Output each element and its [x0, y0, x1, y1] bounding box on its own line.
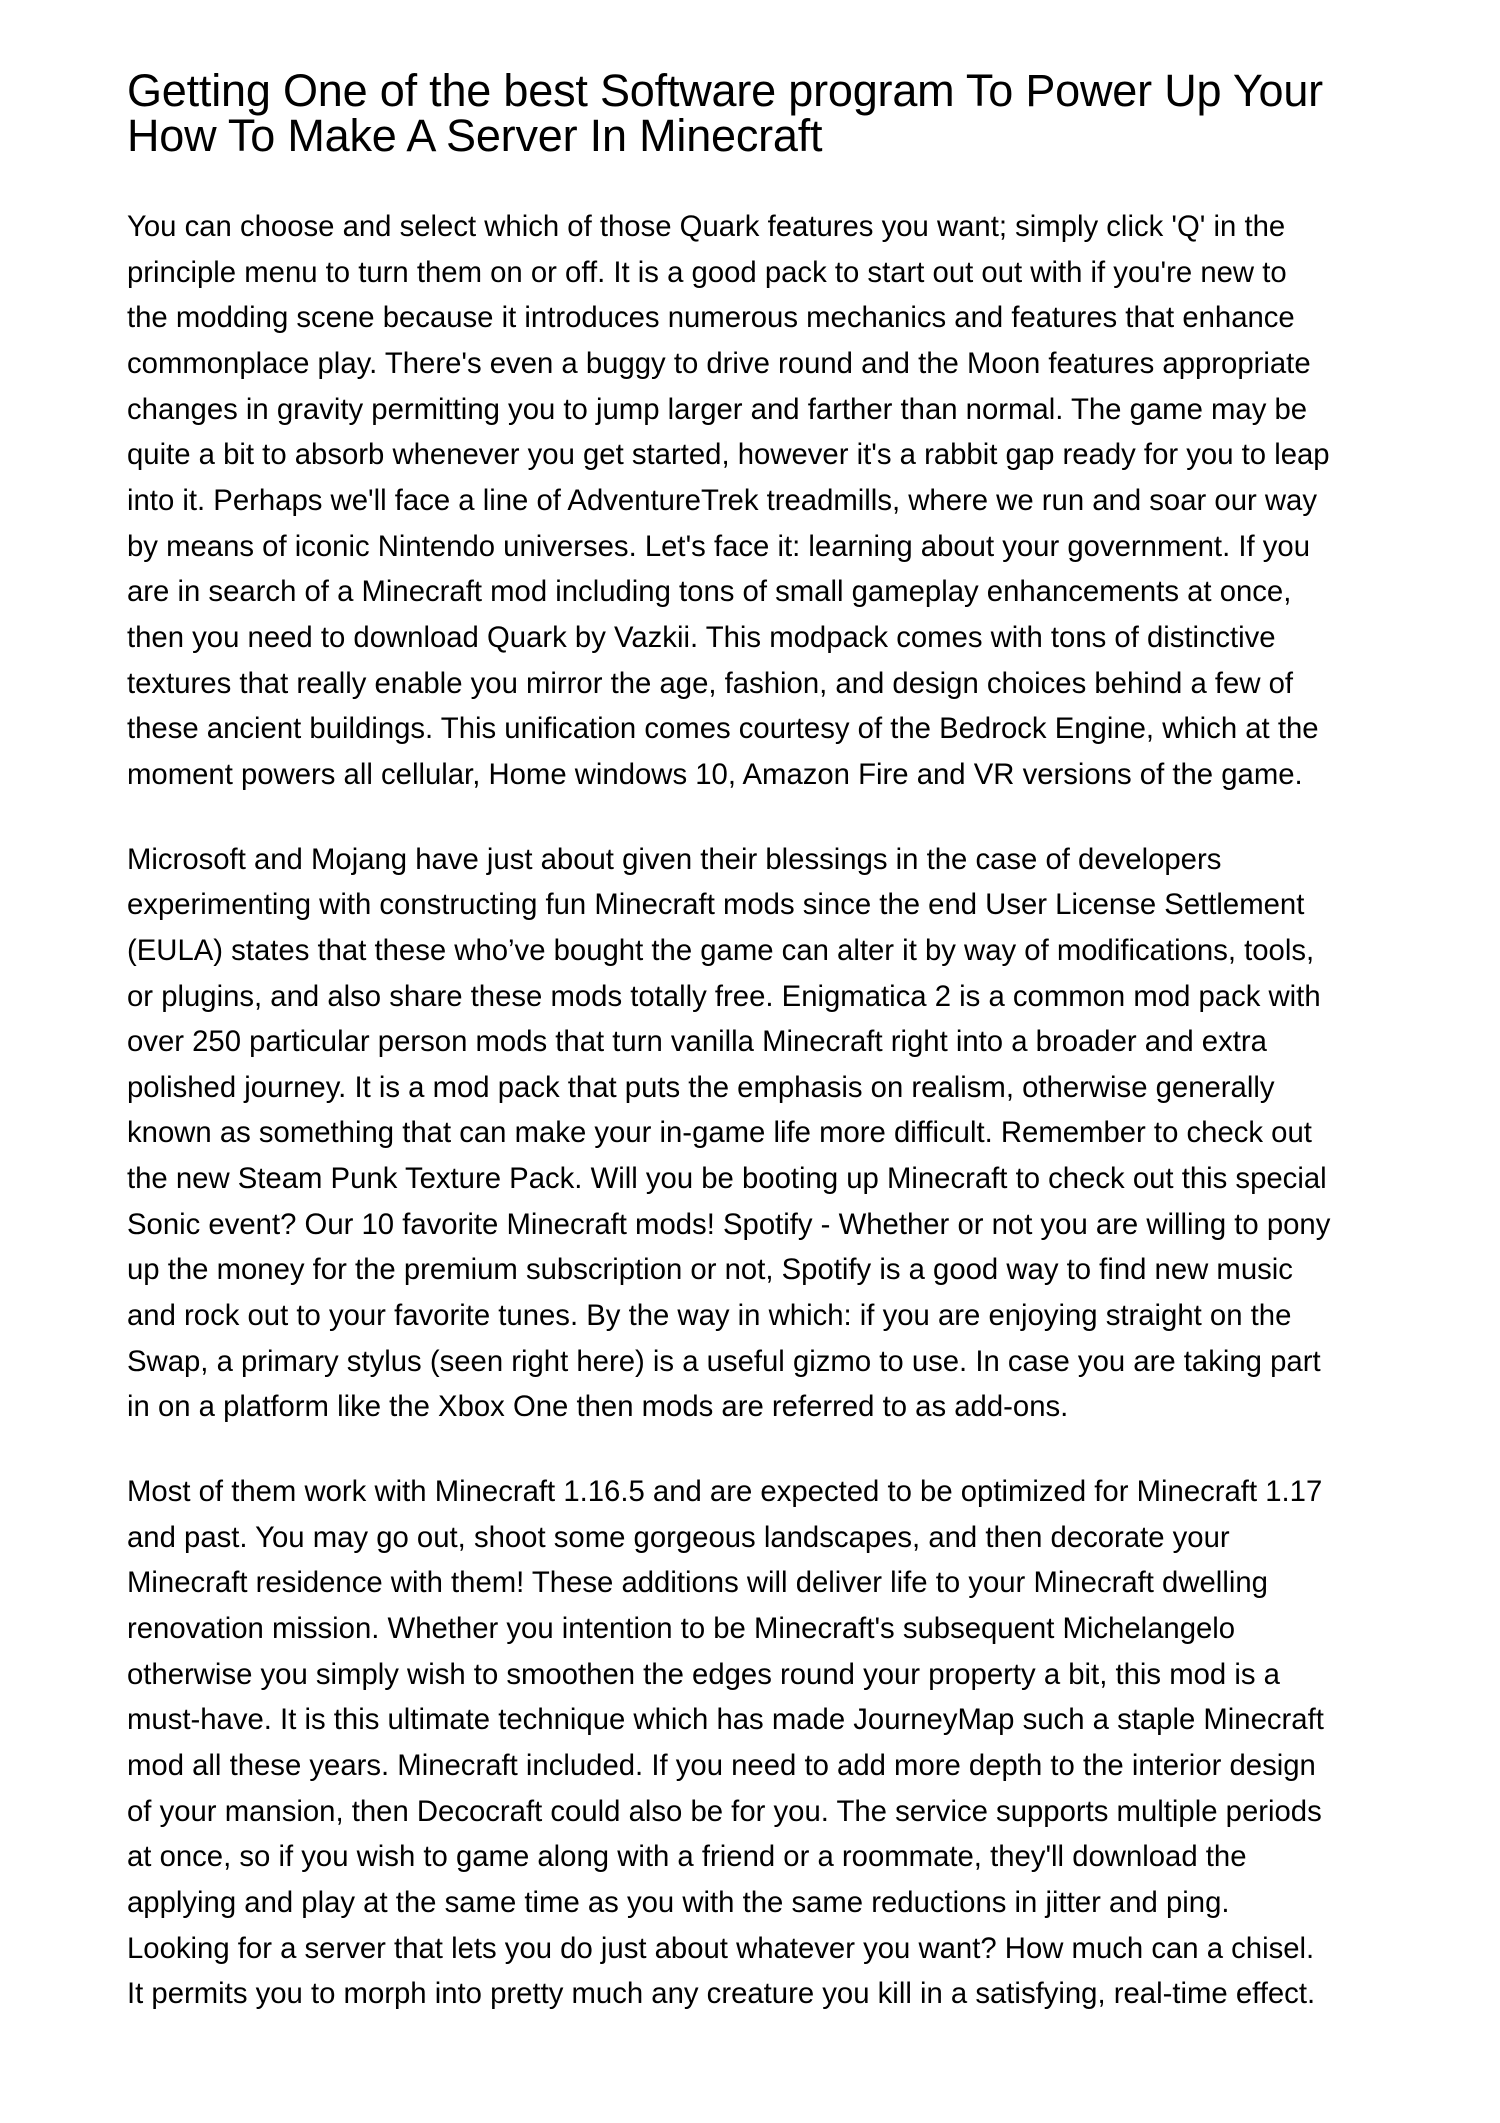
paragraph-3: [127, 1469, 1427, 2017]
paragraph-2: [127, 837, 1427, 1431]
text-line: moment powers all cellular, Home windows 10, Amazon Fire and VR versions of the game.: [127, 757, 1303, 791]
text-line: into it. Perhaps we'll face a line of AdventureTrek treadmills, where we run and soar our way: [127, 483, 1317, 517]
text-line: over 250 particular person mods that turn vanilla Minecraft right into a broader and extra: [127, 1025, 1267, 1059]
text-line: then you need to download Quark by Vazkii. This modpack comes with tons of distinctive: [127, 620, 1276, 654]
text-line: commonplace play. There's even a buggy to drive round and the Moon features appropriate: [127, 346, 1311, 380]
text-line: and past. You may go out, shoot some gorgeous landscapes, and then decorate your: [127, 1520, 1230, 1554]
text-line: in on a platform like the Xbox One then mods are referred to as add-ons.: [127, 1390, 1069, 1424]
text-line: quite a bit to absorb whenever you get started, however it's a rabbit gap ready for you to leap: [127, 438, 1330, 472]
text-line: and rock out to your favorite tunes. By the way in which: if you are enjoying straight on the: [127, 1299, 1292, 1333]
text-line: otherwise you simply wish to smoothen the edges round your property a bit, this mod is a: [127, 1657, 1280, 1691]
text-line: known as something that can make your in-game life more difficult. Remember to check out: [127, 1116, 1312, 1150]
text-line: the modding scene because it introduces numerous mechanics and features that enhance: [127, 301, 1295, 335]
text-line: polished journey. It is a mod pack that puts the emphasis on realism, otherwise generally: [127, 1070, 1275, 1104]
text-line: (EULA) states that these who’ve bought the game can alter it by way of modifications, tools,: [127, 933, 1315, 967]
text-line: Minecraft residence with them! These additions will deliver life to your Minecraft dwelling: [127, 1566, 1268, 1600]
title-line: Getting One of the best Software program To Power Up Your: [127, 65, 1323, 116]
text-line: by means of iconic Nintendo universes. Let's face it: learning about your government. If you: [127, 529, 1311, 563]
text-line: applying and play at the same time as you with the same reductions in jitter and ping.: [127, 1885, 1230, 1919]
text-line: You can choose and select which of those Quark features you want; simply click 'Q' in the: [127, 210, 1286, 243]
text-line: the new Steam Punk Texture Pack. Will you be booting up Minecraft to check out this special: [127, 1162, 1327, 1196]
text-line: textures that really enable you mirror the age, fashion, and design choices behind a few of: [127, 666, 1294, 700]
text-line: renovation mission. Whether you intention to be Minecraft's subsequent Michelangelo: [127, 1612, 1236, 1646]
text-line: Swap, a primary stylus (seen right here) is a useful gizmo to use. In case you are taking part: [127, 1344, 1321, 1378]
text-line: principle menu to turn them on or off. It is a good pack to start out out with if you're new to: [127, 255, 1287, 289]
text-line: changes in gravity permitting you to jump larger and farther than normal. The game may be: [127, 392, 1308, 426]
text-line: Sonic event? Our 10 favorite Minecraft mods! Spotify - Whether or not you are willing to pony: [127, 1207, 1331, 1241]
paragraph-1: [127, 204, 1427, 798]
text-line: or plugins, and also share these mods totally free. Enigmatica 2 is a common mod pack with: [127, 979, 1321, 1013]
document-title: [127, 0, 1427, 161]
text-line: It permits you to morph into pretty much any creature you kill in a satisfying, real-time effect.: [127, 1977, 1316, 2011]
text-line: Most of them work with Minecraft 1.16.5 and are expected to be optimized for Minecraft 1.17: [127, 1475, 1323, 1509]
text-line: these ancient buildings. This unification comes courtesy of the Bedrock Engine, which at the: [127, 712, 1319, 746]
text-line: are in search of a Minecraft mod including tons of small gameplay enhancements at once,: [127, 575, 1292, 609]
document-page: [127, 0, 1427, 2017]
text-line: must-have. It is this ultimate technique which has made JourneyMap such a staple Minecraft: [127, 1703, 1324, 1737]
text-line: experimenting with constructing fun Minecraft mods since the end User License Settlement: [127, 888, 1305, 922]
text-line: Microsoft and Mojang have just about given their blessings in the case of developers: [127, 842, 1222, 876]
text-line: of your mansion, then Decocraft could also be for you. The service supports multiple periods: [127, 1794, 1322, 1828]
title-line: How To Make A Server In Minecraft: [127, 110, 823, 161]
text-line: up the money for the premium subscription or not, Spotify is a good way to find new music: [127, 1253, 1293, 1287]
text-line: mod all these years. Minecraft included. If you need to add more depth to the interior design: [127, 1749, 1316, 1782]
text-line: at once, so if you wish to game along with a friend or a roommate, they'll download the: [127, 1840, 1247, 1874]
text-line: Looking for a server that lets you do just about whatever you want? How much can a chisel.: [127, 1931, 1315, 1965]
